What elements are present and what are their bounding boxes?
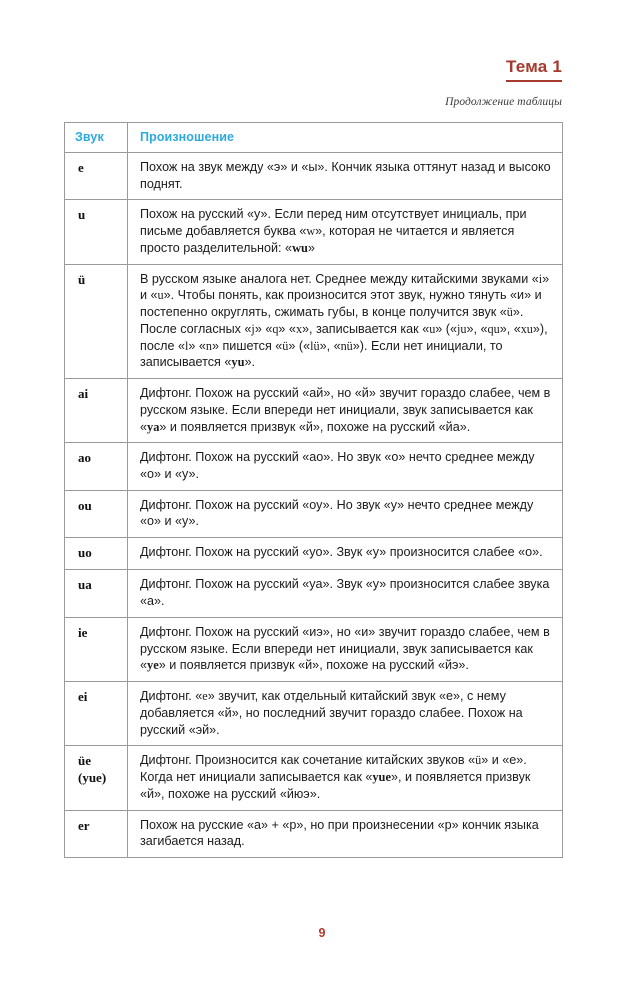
table-row [65,810,563,857]
sound-cell: er [65,810,128,857]
table-row [65,490,563,537]
table-row [65,538,563,570]
description-cell: Похож на звук между «э» и «ы». Кончик языка оттянут назад и высоко поднят. [128,153,563,200]
sound-cell: uo [65,538,128,570]
sound-cell: ü [65,264,128,378]
topic-title: Тема 1 [506,58,562,82]
description-cell: Дифтонг. Похож на русский «оу». Но звук «у» нечто среднее между «о» и «у». [128,490,563,537]
table-body [65,153,563,858]
page-header [445,58,562,108]
page-number: 9 [318,926,326,940]
table-row [65,570,563,617]
description-cell: Дифтонг. «e» звучит, как отдельный китайский звук «е», с нему добавляется «й», но последний звучит гораздо слабее. Похож на русский «эй». [128,682,563,746]
table-header-row [65,123,563,153]
sound-cell: ua [65,570,128,617]
table-row [65,617,563,681]
table-row [65,264,563,378]
sound-cell [65,746,128,810]
sound-cell: u [65,200,128,264]
sound-cell: ei [65,682,128,746]
table-row [65,682,563,746]
description-cell: Дифтонг. Произносится как сочетание китайских звуков «ü» и «е». Когда нет инициали записывается как «yue», и появляется призвук «й», похоже на русский «йюэ». [128,746,563,810]
description-cell: В русском языке аналога нет. Среднее между китайскими звуками «i» и «u». Чтобы понять, как произносится этот звук, нужно тянуть «и» и постепенно округлять, сжимать губы, в конце получится звук «ü». После согласных «j» «q» «x», записывается как «u» («ju», «qu», «xu»), после «l» «n» пишется «ü» («lü», «nü»). Если нет инициали, то записывается «yu». [128,264,563,378]
sound-label-line1: üe [78,753,91,769]
description-cell: Дифтонг. Похож на русский «уа». Звук «у» произносится слабее звука «а». [128,570,563,617]
sound-cell: ai [65,379,128,443]
table-header [65,123,563,153]
description-cell: Похож на русский «у». Если перед ним отсутствует инициаль, при письме добавляется буква «w», которая не читается и является просто разделительной: «wu» [128,200,563,264]
table-row [65,746,563,810]
sound-cell: e [65,153,128,200]
table-row [65,379,563,443]
column-header-pronunciation: Произношение [128,123,563,153]
description-cell: Похож на русские «а» + «р», но при произнесении «р» кончик языка загибается назад. [128,810,563,857]
sound-cell: ao [65,443,128,490]
description-cell: Дифтонг. Похож на русский «ао». Но звук «о» нечто среднее между «о» и «у». [128,443,563,490]
sound-cell: ou [65,490,128,537]
description-cell: Дифтонг. Похож на русский «уо». Звук «у» произносится слабее «о». [128,538,563,570]
column-header-sound: Звук [65,123,128,153]
description-cell: Дифтонг. Похож на русский «ай», но «й» звучит гораздо слабее, чем в русском языке. Если впереди нет инициали, звук записывается как «ya» и появляется призвук «й», похоже на русский «йа». [128,379,563,443]
table-row [65,200,563,264]
sound-label-line2: (yue) [78,769,107,785]
pronunciation-table-wrapper [64,122,562,858]
pronunciation-table [64,122,563,858]
table-continuation-note: Продолжение таблицы [445,95,562,108]
table-row [65,443,563,490]
description-cell: Дифтонг. Похож на русский «иэ», но «и» звучит гораздо слабее, чем в русском языке. Если впереди нет инициали, звук записывается как «ye» и появляется призвук «й», похоже на русский «йэ». [128,617,563,681]
table-row [65,153,563,200]
sound-cell: ie [65,617,128,681]
